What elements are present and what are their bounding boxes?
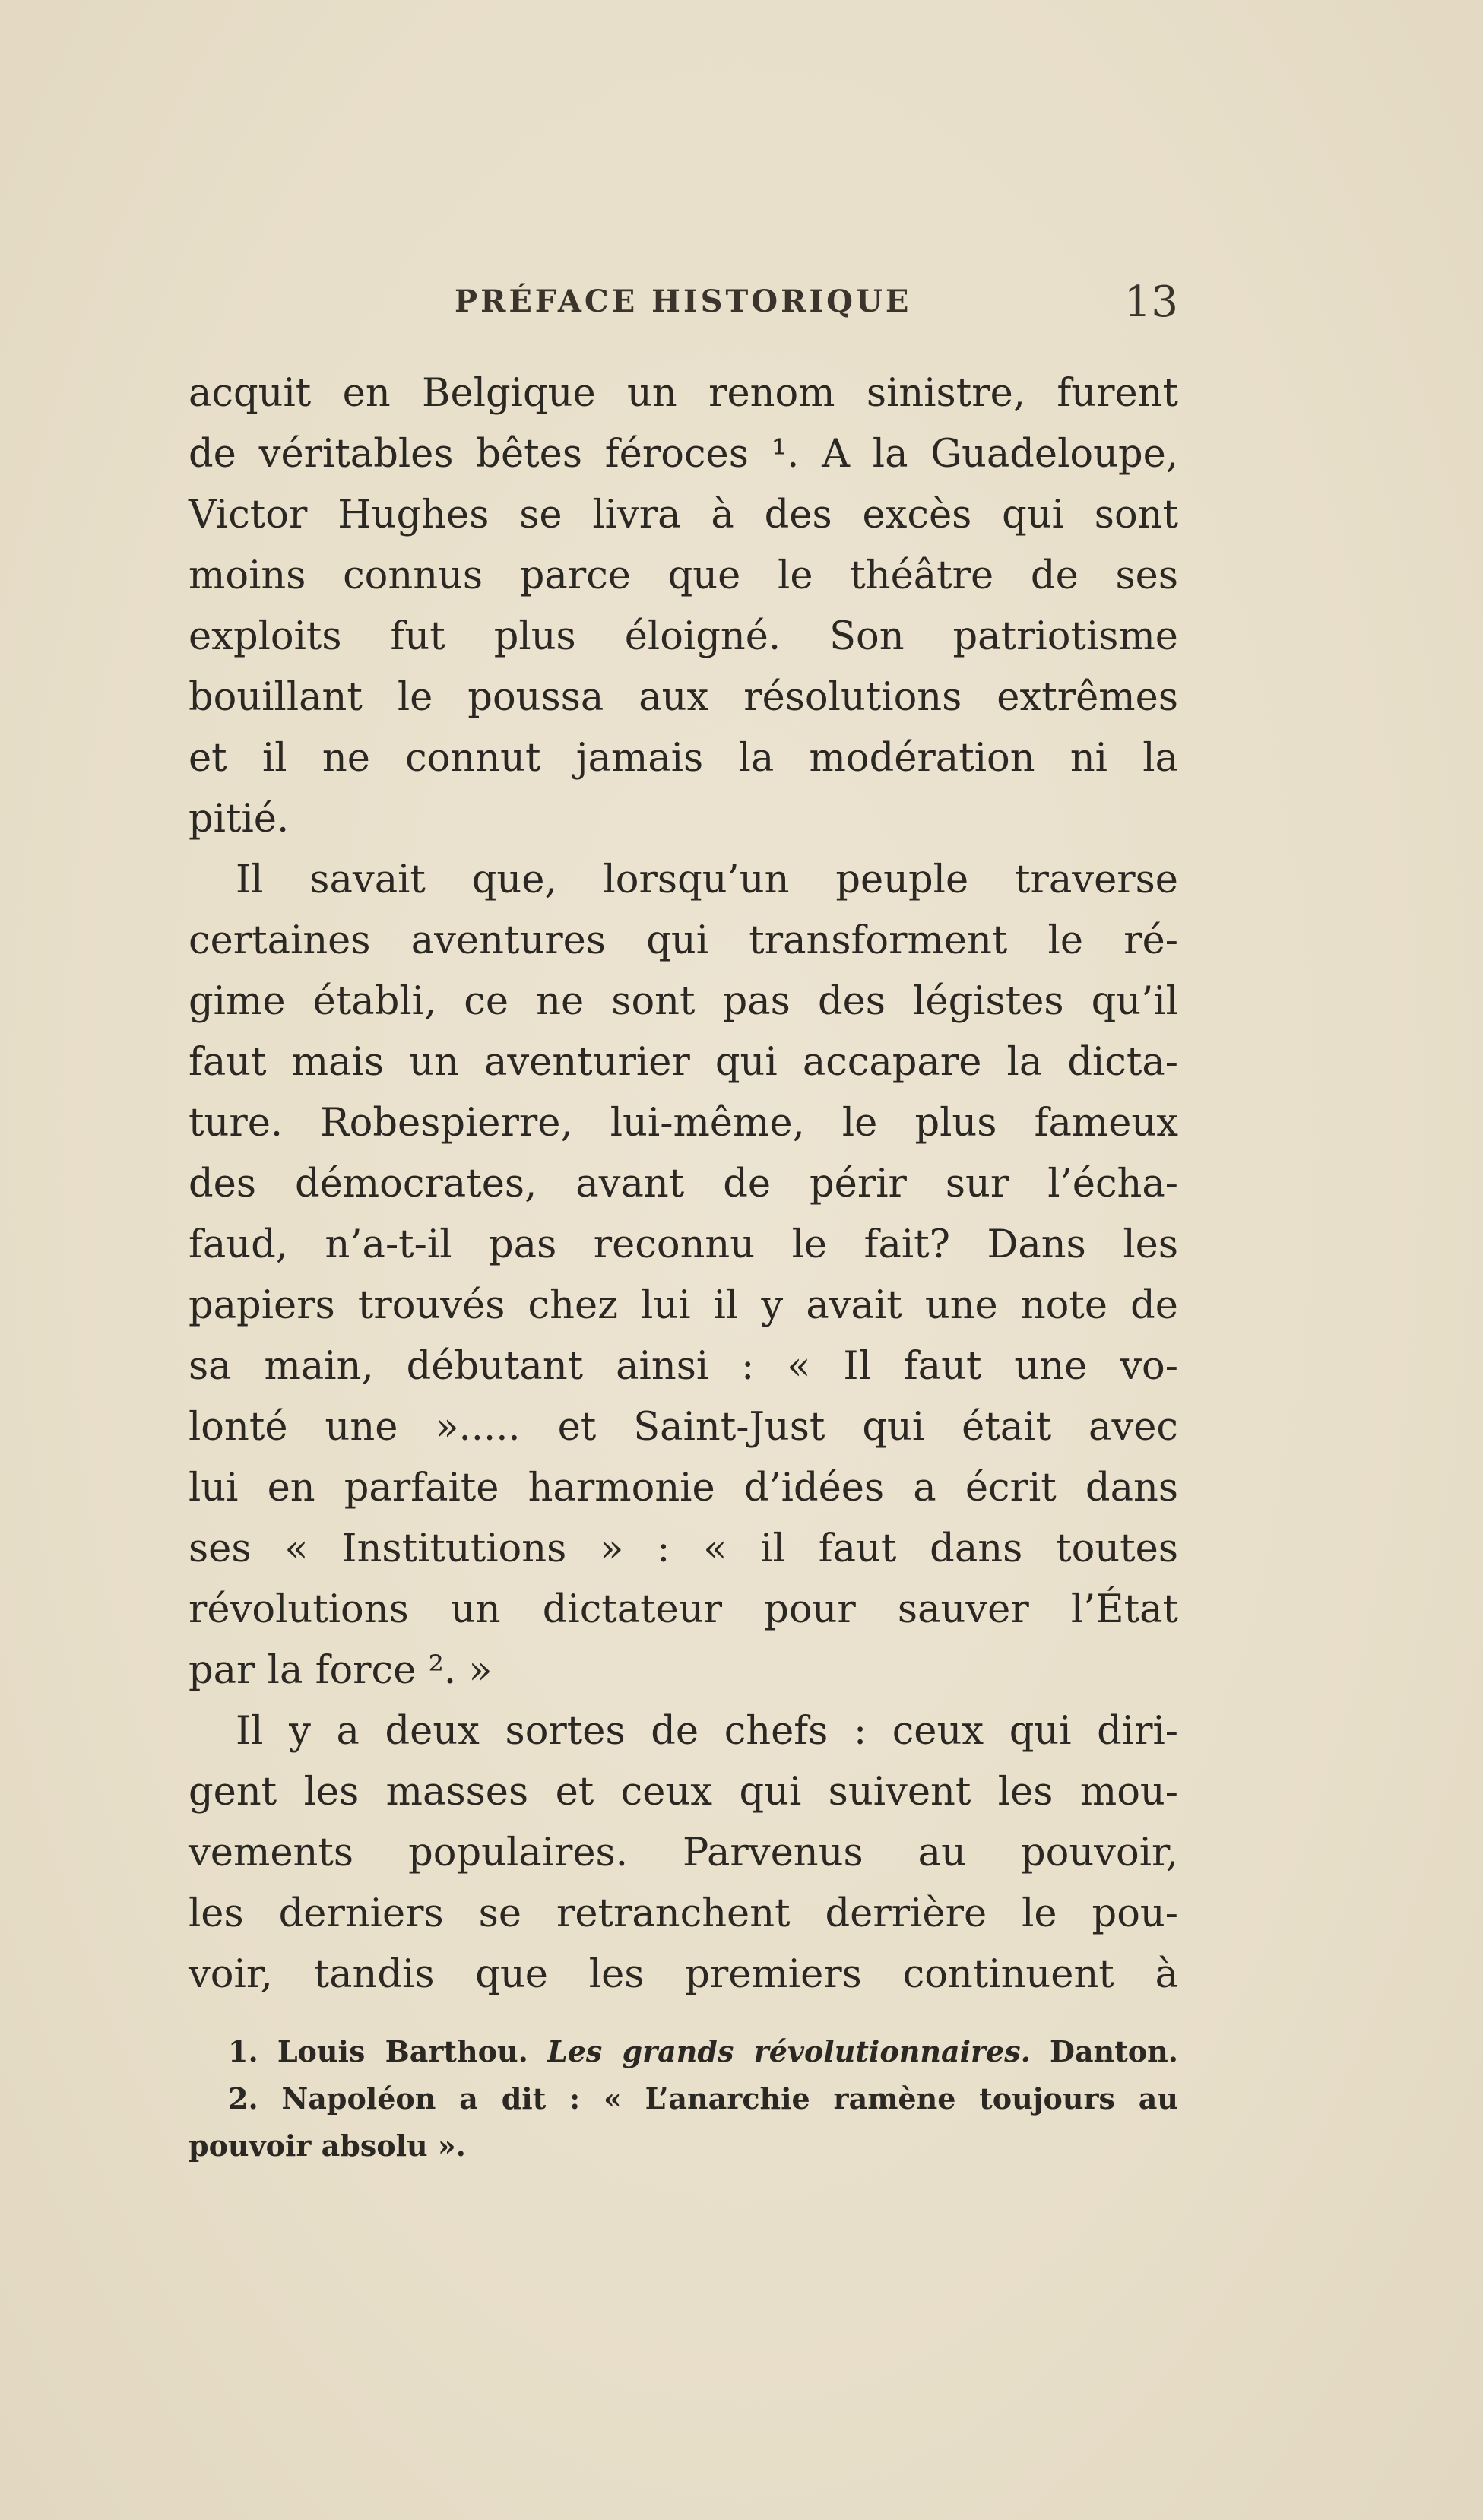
- footnote-1-author: Louis Barthou.: [277, 2034, 528, 2068]
- running-title: PRÉFACE HISTORIQUE: [455, 284, 912, 319]
- text-line: vements populaires. Parvenus au pouvoir,: [189, 1831, 1178, 1875]
- text-line: pitié.: [189, 797, 290, 842]
- text-line: Victor Hughes se livra à des excès qui sont: [189, 493, 1178, 537]
- body-text: [189, 363, 1178, 2005]
- text-line: Il y a deux sortes de chefs : ceux qui diri-: [236, 1709, 1178, 1754]
- text-line: ses « Institutions » : « il faut dans toutes: [189, 1526, 1178, 1571]
- footnote-1-rest: Danton.: [1049, 2034, 1178, 2068]
- text-line: moins connus parce que le théâtre de ses: [189, 553, 1178, 598]
- text-line: voir, tandis que les premiers continuent à: [189, 1952, 1178, 1997]
- footnote-2-line-2: pouvoir absolu ».: [189, 2129, 466, 2163]
- text-line: révolutions un dictateur pour sauver l’État: [189, 1587, 1178, 1632]
- text-line: sa main, débutant ainsi : « Il faut une vo-: [189, 1344, 1178, 1389]
- text-line: exploits fut plus éloigné. Son patriotisme: [189, 614, 1178, 659]
- footnote-1-number: 1.: [228, 2034, 258, 2068]
- footnotes: [189, 2028, 1178, 2170]
- text-line: lui en parfaite harmonie d’idées a écrit dans: [189, 1466, 1178, 1510]
- text-line: les derniers se retranchent derrière le pou-: [189, 1891, 1178, 1936]
- text-line: faud, n’a-t-il pas reconnu le fait? Dans les: [189, 1222, 1178, 1267]
- text-line: gime établi, ce ne sont pas des légistes qu’il: [189, 979, 1178, 1024]
- text-line: et il ne connut jamais la modération ni la: [189, 736, 1178, 781]
- text-line: par la force ². »: [189, 1648, 493, 1693]
- text-line: de véritables bêtes féroces ¹. A la Guadeloupe,: [189, 432, 1178, 477]
- page-header: [190, 277, 1178, 331]
- footnote-2-line-1: 2. Napoléon a dit : « L’anarchie ramène toujours au: [228, 2081, 1178, 2116]
- text-line: gent les masses et ceux qui suivent les mou-: [189, 1770, 1178, 1815]
- text-line: bouillant le poussa aux résolutions extrêmes: [189, 675, 1178, 720]
- footnote-1: [189, 2028, 1178, 2075]
- text-line: acquit en Belgique un renom sinistre, furent: [189, 371, 1178, 416]
- text-line: certaines aventures qui transforment le ré-: [189, 918, 1178, 963]
- footnote-1-title: Les grands révolutionnaires.: [547, 2034, 1031, 2068]
- text-line: ture. Robespierre, lui-même, le plus fameux: [189, 1101, 1178, 1146]
- text-line: Il savait que, lorsqu’un peuple traverse: [236, 857, 1178, 902]
- text-line: papiers trouvés chez lui il y avait une note de: [189, 1283, 1178, 1328]
- text-line: lonté une »..... et Saint-Just qui était avec: [189, 1405, 1178, 1450]
- text-line: faut mais un aventurier qui accapare la dicta-: [189, 1040, 1178, 1085]
- text-line: des démocrates, avant de périr sur l’écha-: [189, 1162, 1178, 1206]
- page-number: 13: [1123, 277, 1178, 327]
